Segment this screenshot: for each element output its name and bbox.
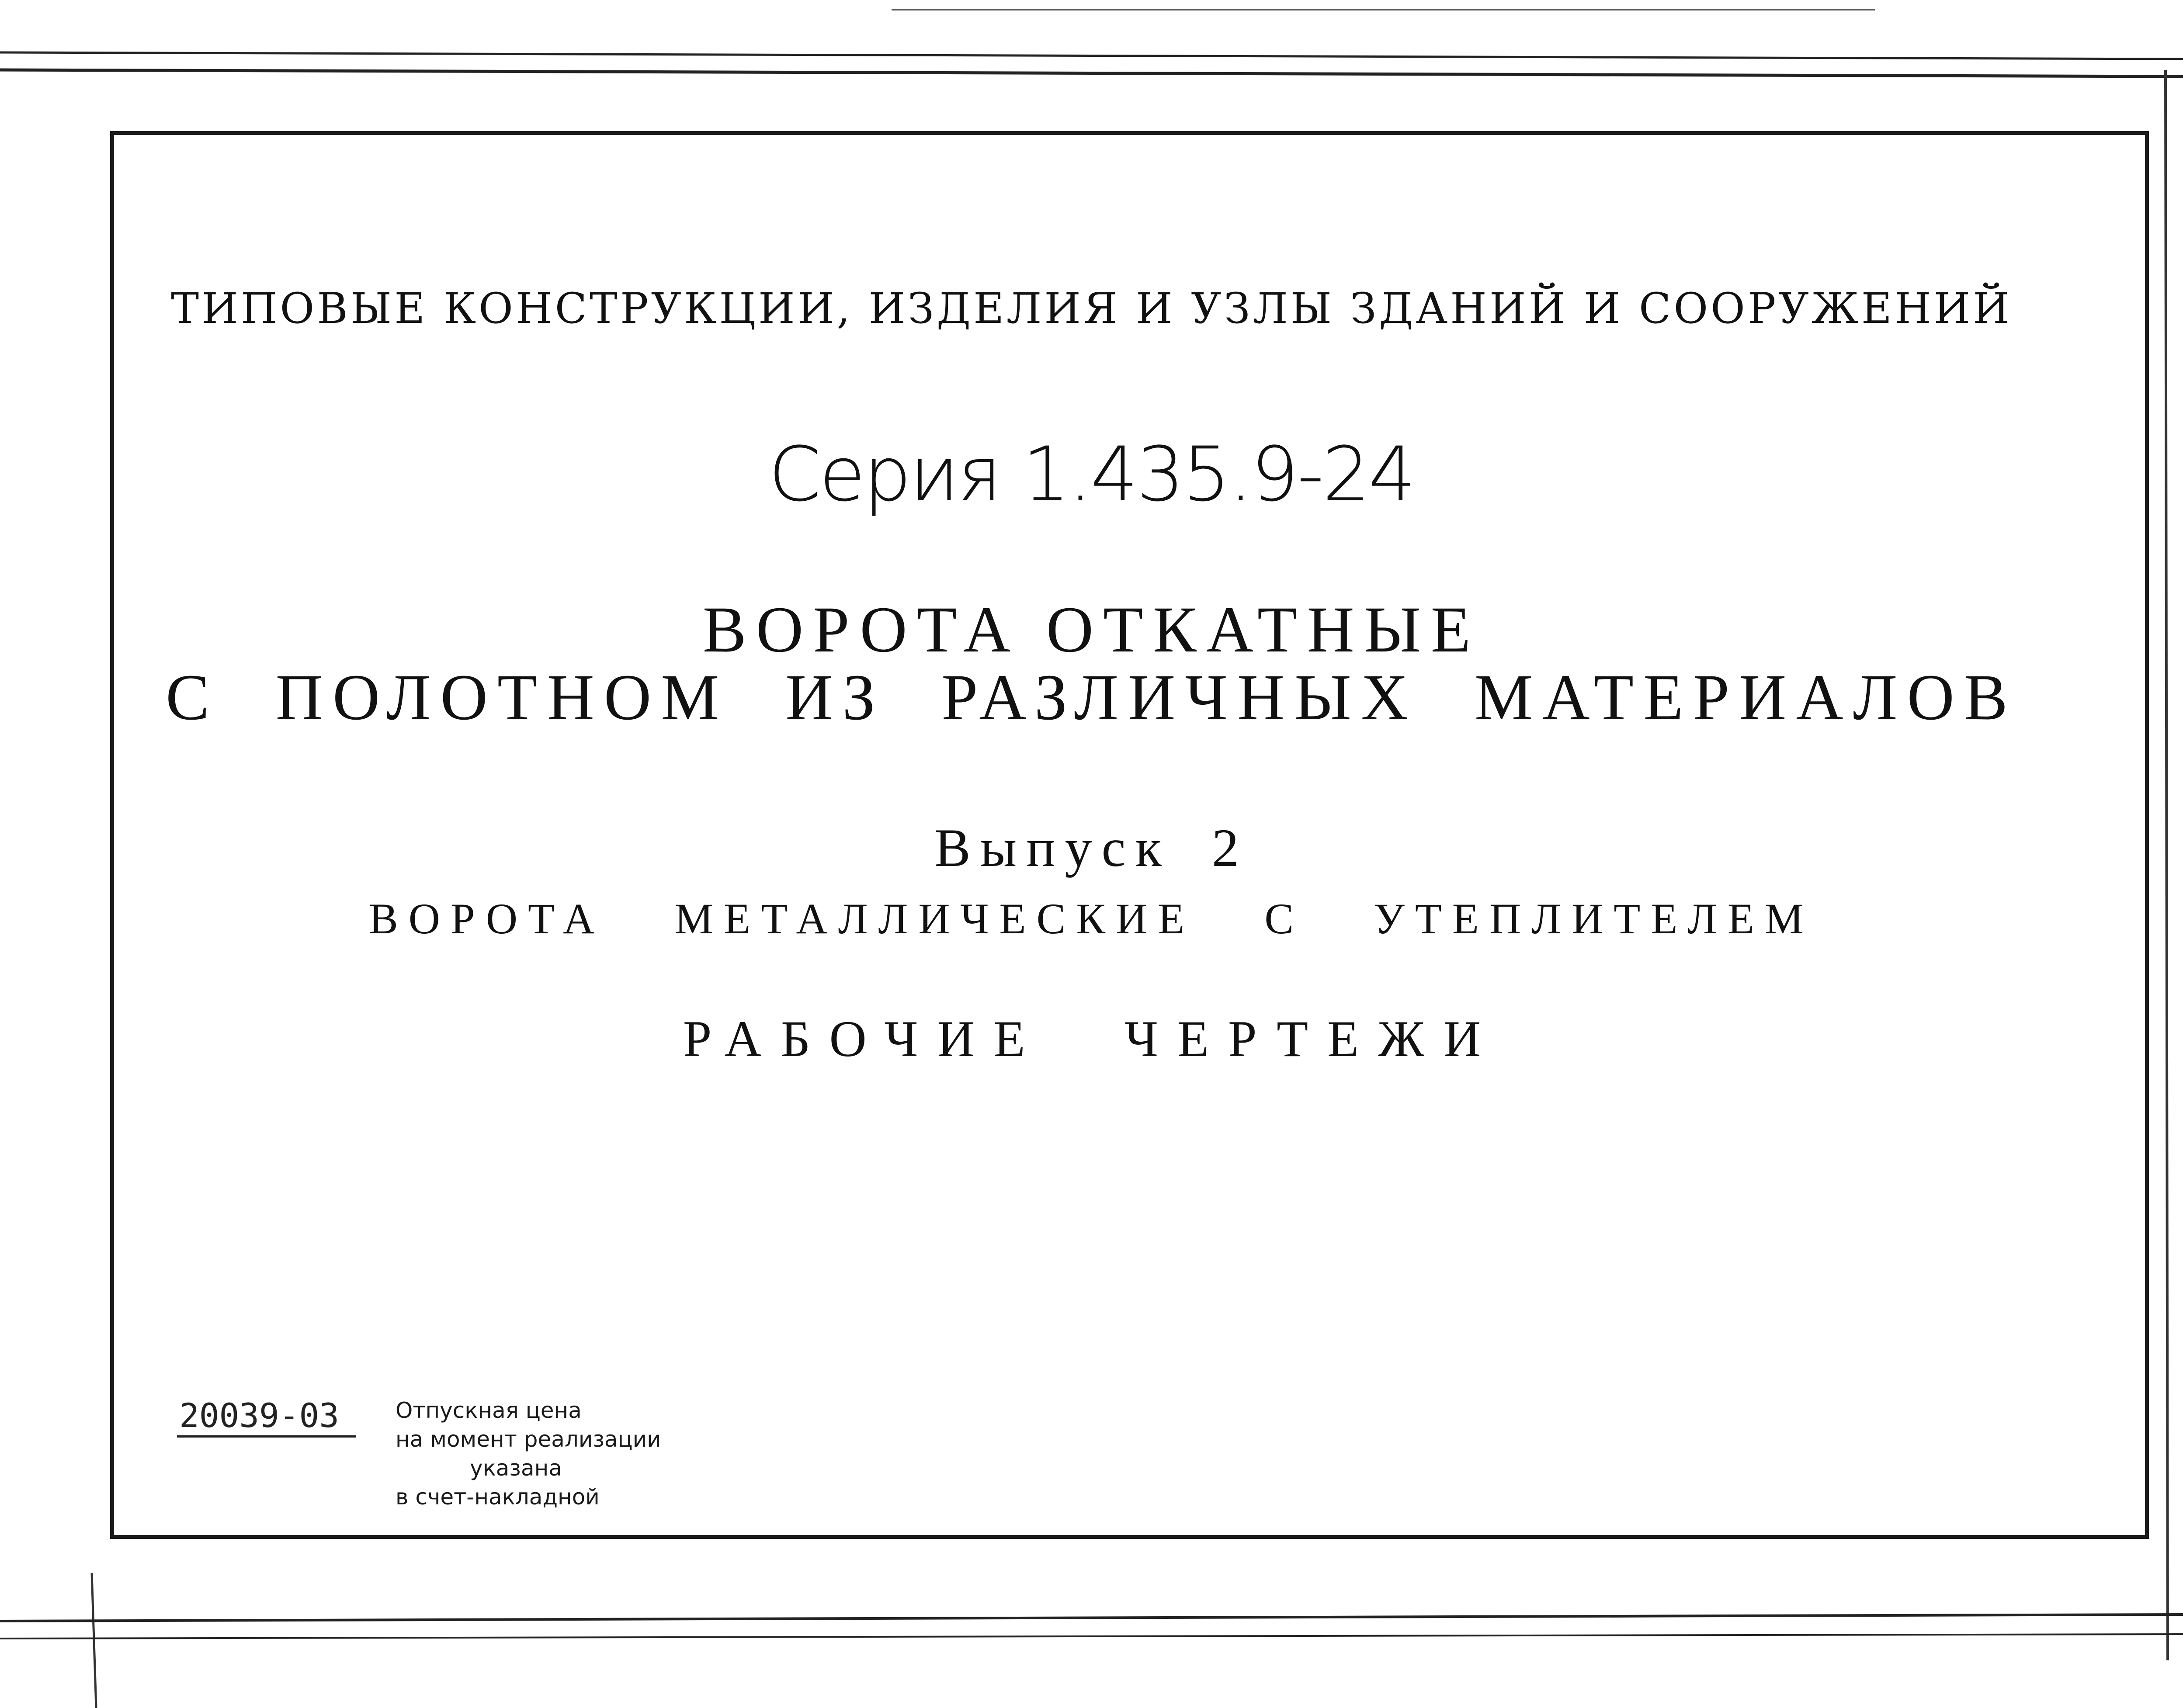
document-type: РАБОЧИЕ ЧЕРТЕЖИ: [683, 1010, 1500, 1067]
document-number: 20039-03: [179, 1396, 340, 1435]
price-note-line: на момент реализации: [396, 1427, 661, 1452]
collection-title: ТИПОВЫЕ КОНСТРУКЦИИ, ИЗДЕЛИЯ И УЗЛЫ ЗДАНИЙ И СООРУЖЕНИЙ: [171, 284, 2012, 333]
price-note: [396, 1396, 661, 1511]
price-note-line: в счет-накладной: [396, 1484, 600, 1510]
price-note-line: указана: [470, 1455, 562, 1481]
price-note-line: Отпускная цена: [396, 1398, 582, 1423]
document-number-underline: [177, 1435, 356, 1438]
issue-subtitle: ВОРОТА МЕТАЛЛИЧЕСКИЕ С УТЕПЛИТЕЛЕМ: [369, 894, 1814, 943]
series-number: Серия 1.435.9-24: [768, 430, 1415, 518]
issue-label: Выпуск 2: [934, 818, 1249, 878]
title-line-1: ВОРОТА ОТКАТНЫЕ: [702, 593, 1481, 666]
title-line-2: С ПОЛОТНОМ ИЗ РАЗЛИЧНЫХ МАТЕРИАЛОВ: [166, 661, 2017, 734]
